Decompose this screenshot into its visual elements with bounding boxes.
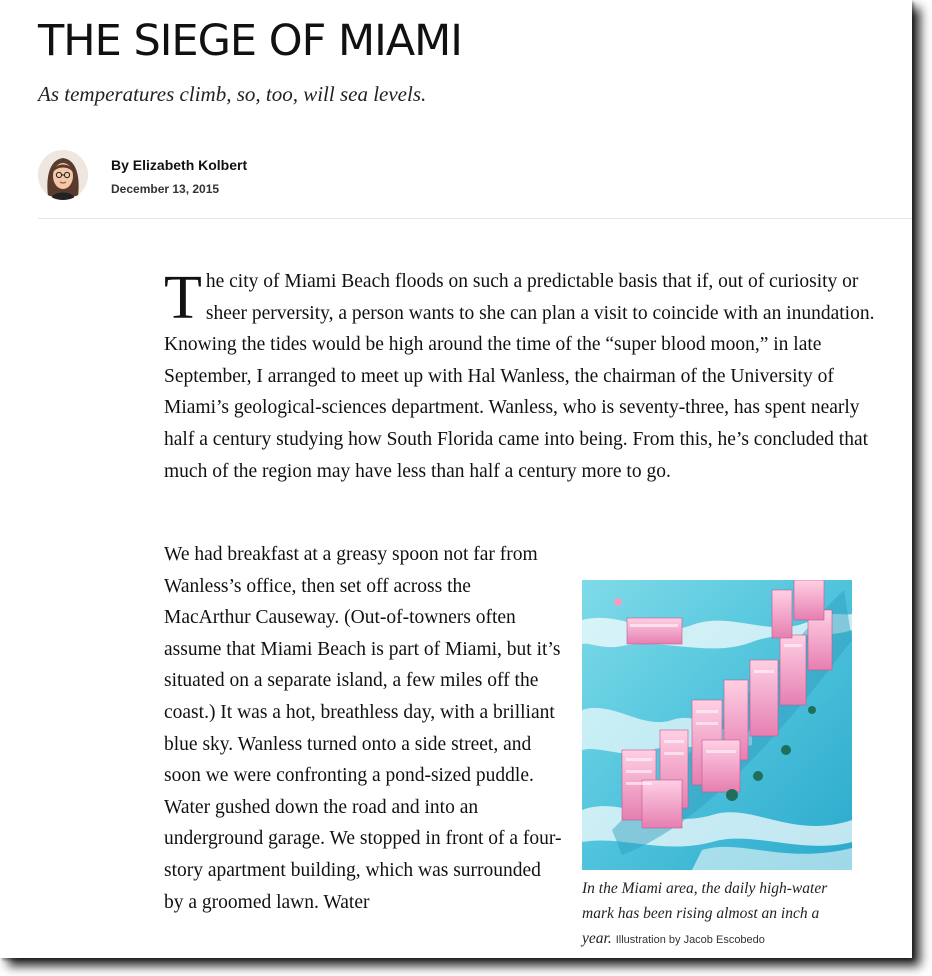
illustration-credit: Illustration by Jacob Escobedo bbox=[615, 934, 765, 946]
article-figure bbox=[582, 580, 852, 953]
byline-section bbox=[38, 150, 912, 219]
article-dek: As temperatures climb, so, too, will sea levels. bbox=[38, 82, 427, 106]
author-name[interactable]: By Elizabeth Kolbert bbox=[111, 157, 248, 173]
drop-cap: T bbox=[164, 264, 202, 332]
author-avatar[interactable] bbox=[38, 150, 88, 200]
figure-caption bbox=[582, 876, 852, 953]
flooded-miami-beach-illustration[interactable] bbox=[582, 580, 852, 870]
caption-text: In the Miami area, the daily high-water mark has been rising almost an inch a year. bbox=[582, 880, 828, 947]
publish-date: December 13, 2015 bbox=[111, 182, 220, 196]
article-paragraph-2: We had breakfast at a greasy spoon not far from Wanless’s office, then set off across the MacArthur Causeway. (Out-of-towners often assume that Miami Beach is part of Miami, but it’s situated on a separate island, a few miles off the coast.) It was a hot, breathless day, with a brilliant blue sky. Wanless turned onto a side street, and soon we were confronting a pond-sized puddle. Water gushed down the road and into an underground garage. We stopped in front of a four-story apartment building, which was surrounded by a groomed lawn. Water bbox=[164, 544, 562, 913]
article-paragraph-1 bbox=[164, 266, 886, 487]
author-portrait-icon bbox=[38, 150, 88, 200]
paragraph-1-text: he city of Miami Beach floods on such a predictable basis that if, out of curiosity or sheer perversity, a person wants to she can plan a visit to coincide with an inundation. Knowing the tides would be high around the time of the “super blood moon,” in late September, I arranged to meet up with Hal Wanless, the chairman of the University of Miami’s geological-sciences department. Wanless, who is seventy-three, has spent nearly half a century studying how South Florida came into being. From this, he’s concluded that much of the region may have less than half a century more to go. bbox=[164, 271, 875, 482]
article-title: THE SIEGE OF MIAMI bbox=[38, 16, 462, 66]
